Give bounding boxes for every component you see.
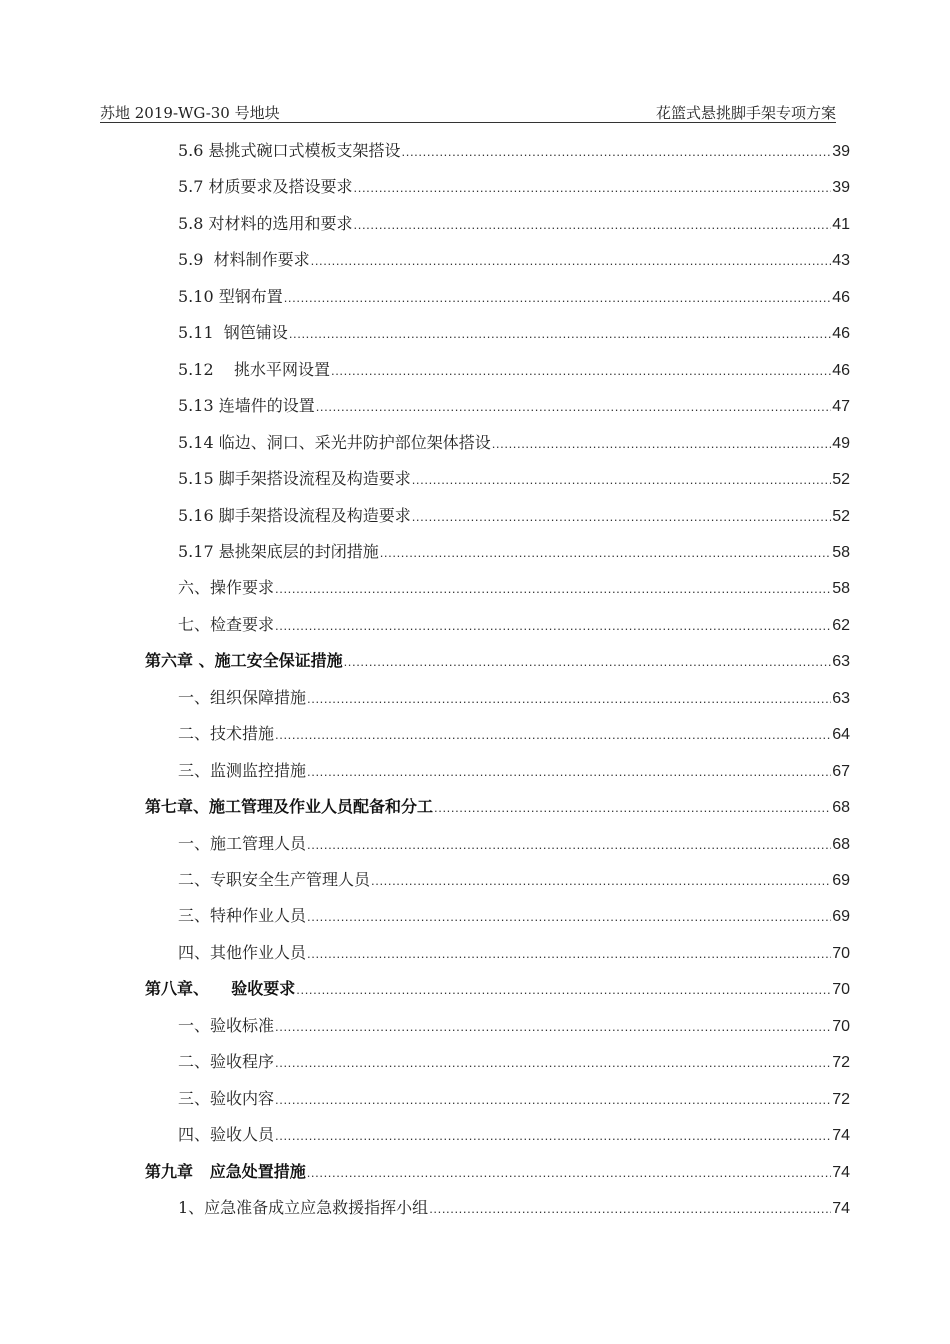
toc-section-entry[interactable]	[178, 1044, 850, 1072]
toc-page-number: 67	[832, 762, 850, 780]
toc-section-entry[interactable]	[178, 607, 850, 635]
toc-dot-leader	[429, 1200, 831, 1218]
toc-dot-leader	[412, 471, 831, 489]
toc-dot-leader	[307, 945, 831, 963]
toc-page-number: 58	[832, 543, 850, 561]
toc-page-number: 70	[832, 944, 850, 962]
toc-section-entry[interactable]	[178, 133, 850, 161]
toc-entry-title: 四、其他作业人员	[178, 942, 307, 962]
toc-page-number: 69	[832, 872, 850, 889]
toc-dot-leader	[354, 179, 832, 197]
toc-page-number: 47	[832, 398, 850, 416]
toc-section-entry[interactable]	[178, 680, 850, 708]
page-header	[100, 102, 836, 123]
toc-entry-title: 5.15 脚手架搭设流程及构造要求	[178, 469, 411, 489]
toc-dot-leader	[275, 1127, 831, 1145]
toc-entry-title: 二、专职安全生产管理人员	[178, 870, 371, 889]
toc-page-number: 70	[832, 981, 850, 999]
toc-entry-title: 三、验收内容	[178, 1088, 275, 1108]
toc-dot-leader	[434, 799, 831, 817]
toc-section-entry[interactable]	[178, 279, 850, 307]
toc-dot-leader	[307, 763, 831, 781]
toc-entry-title: 5.8 对材料的选用和要求	[178, 213, 353, 233]
toc-dot-leader	[275, 617, 831, 635]
toc-dot-leader	[354, 216, 832, 234]
toc-dot-leader	[331, 362, 831, 380]
toc-section-entry[interactable]	[178, 862, 850, 890]
toc-page-number: 39	[832, 143, 850, 160]
toc-entry-title: 第八章、 验收要求	[145, 979, 296, 999]
toc-entry-title: 七、检查要求	[178, 614, 275, 634]
toc-section-entry[interactable]	[178, 935, 850, 963]
toc-dot-leader	[296, 981, 831, 999]
toc-dot-leader	[275, 580, 831, 598]
toc-page-number: 46	[832, 288, 850, 306]
toc-dot-leader	[371, 872, 831, 890]
toc-entry-title: 第七章、施工管理及作业人员配备和分工	[145, 797, 434, 817]
toc-section-entry[interactable]	[178, 315, 850, 343]
toc-dot-leader	[275, 1091, 831, 1109]
toc-entry-title: 一、组织保障措施	[178, 687, 307, 707]
header-document-title: 花篮式悬挑脚手架专项方案	[655, 104, 836, 122]
toc-section-entry[interactable]	[178, 1190, 850, 1218]
toc-chapter-entry[interactable]	[145, 971, 850, 999]
toc-entry-title: 5.17 悬挑架底层的封闭措施	[178, 541, 379, 561]
toc-page-number: 43	[832, 252, 850, 270]
toc-entry-title: 一、施工管理人员	[178, 833, 307, 853]
toc-chapter-entry[interactable]	[145, 789, 850, 817]
toc-section-entry[interactable]	[178, 425, 850, 453]
toc-dot-leader	[275, 726, 831, 744]
toc-entry-title: 一、验收标准	[178, 1015, 275, 1035]
toc-page-number: 74	[832, 1200, 850, 1218]
toc-entry-title: 5.10 型钢布置	[178, 286, 283, 306]
toc-entry-title: 5.16 脚手架搭设流程及构造要求	[178, 505, 411, 525]
toc-section-entry[interactable]	[178, 242, 850, 270]
toc-chapter-entry[interactable]	[145, 1154, 850, 1182]
toc-section-entry[interactable]	[178, 388, 850, 416]
toc-page-number: 58	[832, 580, 850, 598]
toc-dot-leader	[275, 1054, 831, 1072]
toc-entry-title: 5.12 挑水平网设置	[178, 359, 330, 379]
toc-page-number: 64	[832, 726, 850, 744]
toc-page-number: 41	[832, 215, 850, 233]
toc-page-number: 69	[832, 908, 850, 926]
toc-entry-title: 三、监测监控措施	[178, 760, 307, 780]
toc-dot-leader	[412, 508, 831, 526]
toc-page-number: 68	[832, 799, 850, 817]
toc-page-number: 72	[832, 1054, 850, 1072]
toc-section-entry[interactable]	[178, 1008, 850, 1036]
toc-dot-leader	[307, 1164, 831, 1182]
toc-page-number: 70	[832, 1017, 850, 1035]
toc-page-number: 46	[832, 325, 850, 343]
toc-section-entry[interactable]	[178, 352, 850, 380]
toc-section-entry[interactable]	[178, 1081, 850, 1109]
toc-entry-title: 5.6 悬挑式碗口式模板支架搭设	[178, 141, 401, 160]
toc-section-entry[interactable]	[178, 898, 850, 926]
toc-dot-leader	[307, 908, 831, 926]
toc-entry-title: 第六章 、施工安全保证措施	[145, 651, 343, 671]
toc-page-number: 72	[832, 1090, 850, 1108]
toc-entry-title: 三、特种作业人员	[178, 906, 307, 926]
toc-entry-title: 二、验收程序	[178, 1052, 275, 1072]
toc-dot-leader	[344, 653, 832, 671]
toc-dot-leader	[402, 143, 832, 161]
toc-chapter-entry[interactable]	[145, 643, 850, 671]
toc-dot-leader	[492, 435, 831, 453]
toc-dot-leader	[289, 325, 831, 343]
toc-page-number: 74	[832, 1127, 850, 1145]
toc-entry-title: 第九章 应急处置措施	[145, 1161, 306, 1181]
toc-entry-title: 5.11 钢笆铺设	[178, 323, 288, 343]
toc-page-number: 68	[832, 835, 850, 853]
toc-entry-title: 六、操作要求	[178, 578, 275, 598]
toc-dot-leader	[316, 398, 831, 416]
toc-dot-leader	[307, 690, 831, 708]
toc-section-entry[interactable]	[178, 461, 850, 489]
toc-dot-leader	[307, 836, 831, 854]
toc-section-entry[interactable]	[178, 169, 850, 197]
toc-section-entry[interactable]	[178, 716, 850, 744]
toc-dot-leader	[275, 1018, 831, 1036]
toc-dot-leader	[284, 289, 831, 307]
toc-page-number: 46	[832, 361, 850, 379]
toc-section-entry[interactable]	[178, 753, 850, 781]
toc-page-number: 52	[832, 507, 850, 525]
toc-page-number: 62	[832, 616, 850, 634]
toc-dot-leader	[380, 544, 831, 562]
toc-section-entry[interactable]	[178, 826, 850, 854]
toc-entry-title: 5.13 连墙件的设置	[178, 396, 315, 416]
toc-entry-title: 二、技术措施	[178, 724, 275, 744]
toc-page-number: 39	[832, 179, 850, 197]
toc-page-number: 74	[832, 1163, 850, 1181]
toc-section-entry[interactable]	[178, 534, 850, 562]
toc-section-entry[interactable]	[178, 206, 850, 234]
toc-dot-leader	[311, 252, 832, 270]
toc-section-entry[interactable]	[178, 498, 850, 526]
toc-entry-title: 四、验收人员	[178, 1125, 275, 1145]
toc-entry-title: 5.7 材质要求及搭设要求	[178, 177, 353, 197]
toc-page-number: 52	[832, 471, 850, 489]
toc-entry-title: 5.9 材料制作要求	[178, 250, 310, 270]
toc-page-number: 63	[832, 689, 850, 707]
header-project-name: 苏地 2019-WG-30 号地块	[100, 104, 280, 122]
toc-section-entry[interactable]	[178, 570, 850, 598]
toc-entry-title: 5.14 临边、洞口、采光井防护部位架体搭设	[178, 432, 491, 452]
toc-page-number: 63	[832, 653, 850, 671]
toc-page-number: 49	[832, 434, 850, 452]
toc-section-entry[interactable]	[178, 1117, 850, 1145]
toc-entry-title: 1、应急准备成立应急救援指挥小组	[178, 1198, 429, 1218]
